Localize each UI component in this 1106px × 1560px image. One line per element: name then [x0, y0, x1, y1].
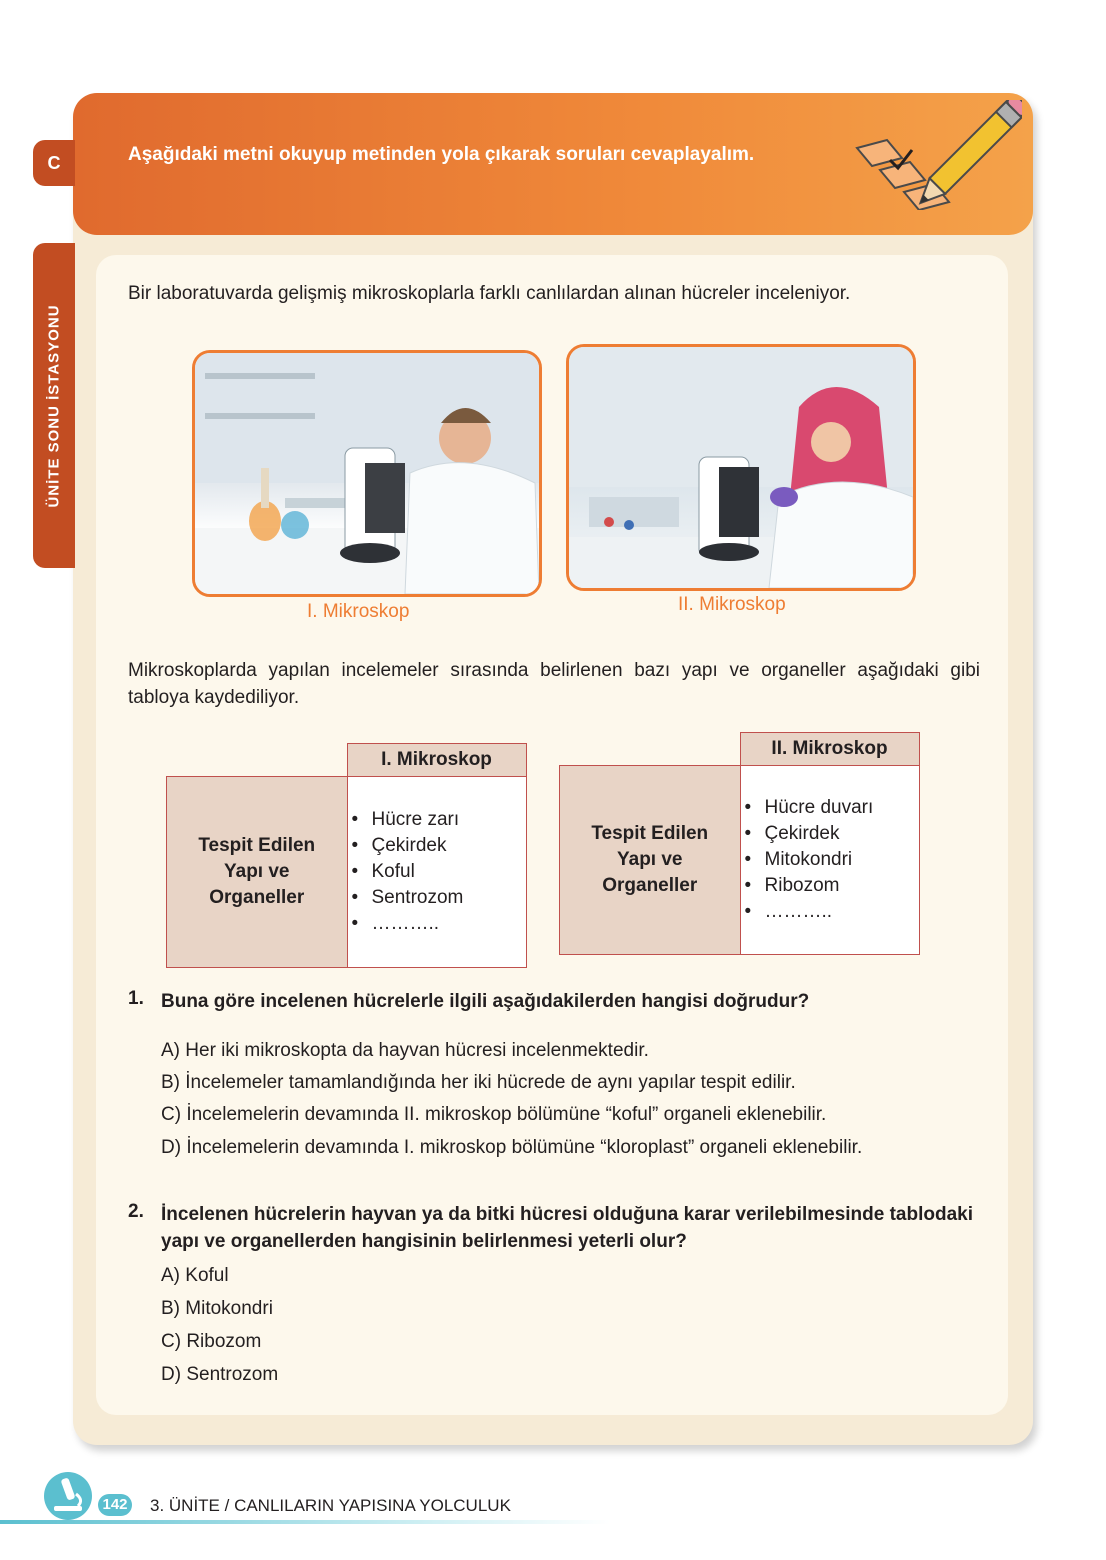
side-tab-label: ÜNİTE SONU İSTASYONU [45, 303, 63, 508]
side-tab [33, 243, 75, 568]
footer-title: 3. ÜNİTE / CANLILARIN YAPISINA YOLCULUK [150, 1496, 511, 1515]
microscope-icon [38, 1466, 100, 1520]
table-header: I. Mikroskop [347, 744, 526, 777]
observation-table-2 [559, 732, 920, 955]
answer-option[interactable]: C) İncelemelerin devamında II. mikroskop bölümüne “koful” organeli eklenebilir. [161, 1104, 827, 1125]
list-item: • Çekirdek [759, 821, 919, 847]
table-intro-paragraph: Mikroskoplarda yapılan incelemeler sırasında belirlenen bazı yapı ve organeller aşağıdaki gibi tabloya kaydediliyor. [128, 660, 980, 708]
question-number: 1. [128, 988, 144, 1009]
lab-photo-1 [192, 350, 542, 597]
instruction-text: Aşağıdaki metni okuyup metinden yola çıkarak soruları cevaplayalım. [128, 144, 755, 165]
answer-option[interactable]: A) Her iki mikroskopta da hayvan hücresi incelenmektedir. [161, 1040, 649, 1061]
row-label: Tespit Edilen Yapı ve Organeller [560, 766, 741, 955]
footer-line [0, 1520, 610, 1524]
answer-option[interactable]: D) Sentrozom [161, 1364, 279, 1385]
answer-option[interactable]: B) Mitokondri [161, 1298, 273, 1319]
list-item: • Çekirdek [366, 833, 526, 859]
question-text: Buna göre incelenen hücrelerle ilgili aşağıdakilerden hangisi doğrudur? [161, 991, 810, 1012]
microscope-scene-1 [195, 353, 539, 594]
question-number: 2. [128, 1201, 144, 1222]
photo-caption-2: II. Mikroskop [678, 594, 786, 615]
organelle-list [740, 766, 919, 955]
intro-text: Bir laboratuvarda gelişmiş mikroskoplarla farklı canlılardan alınan hücreler inceleniyor. [128, 283, 851, 304]
section-badge: C [33, 140, 75, 186]
answer-option[interactable]: A) Koful [161, 1265, 229, 1286]
list-item: • Koful [366, 859, 526, 885]
page-number: 142 [98, 1494, 132, 1516]
organelle-list [347, 777, 526, 968]
list-item: • Hücre duvarı [759, 795, 919, 821]
microscope-scene-2 [569, 347, 913, 588]
question-text: İncelenen hücrelerin hayvan ya da bitki hücresi olduğuna karar verilebilmesinde tablodaki yapı ve organellerden hangisinin belirlenmesi yeterli olur? [161, 1204, 973, 1252]
photo-caption-1: I. Mikroskop [307, 601, 410, 622]
row-label: Tespit Edilen Yapı ve Organeller [167, 777, 348, 968]
observation-table-1 [166, 743, 527, 968]
lab-photo-2 [566, 344, 916, 591]
list-item: • Mitokondri [759, 847, 919, 873]
list-item: • ……….. [366, 911, 526, 937]
answer-option[interactable]: B) İncelemeler tamamlandığında her iki hücrede de aynı yapılar tespit edilir. [161, 1072, 796, 1093]
answer-option[interactable]: D) İncelemelerin devamında I. mikroskop bölümüne “kloroplast” organeli eklenebilir. [161, 1137, 863, 1158]
list-item: • Hücre zarı [366, 807, 526, 833]
list-item: • Sentrozom [366, 885, 526, 911]
answer-option[interactable]: C) Ribozom [161, 1331, 262, 1352]
list-item: • Ribozom [759, 873, 919, 899]
pencil-checklist-icon [852, 100, 1022, 210]
list-item: • ……….. [759, 899, 919, 925]
table-header: II. Mikroskop [740, 733, 919, 766]
